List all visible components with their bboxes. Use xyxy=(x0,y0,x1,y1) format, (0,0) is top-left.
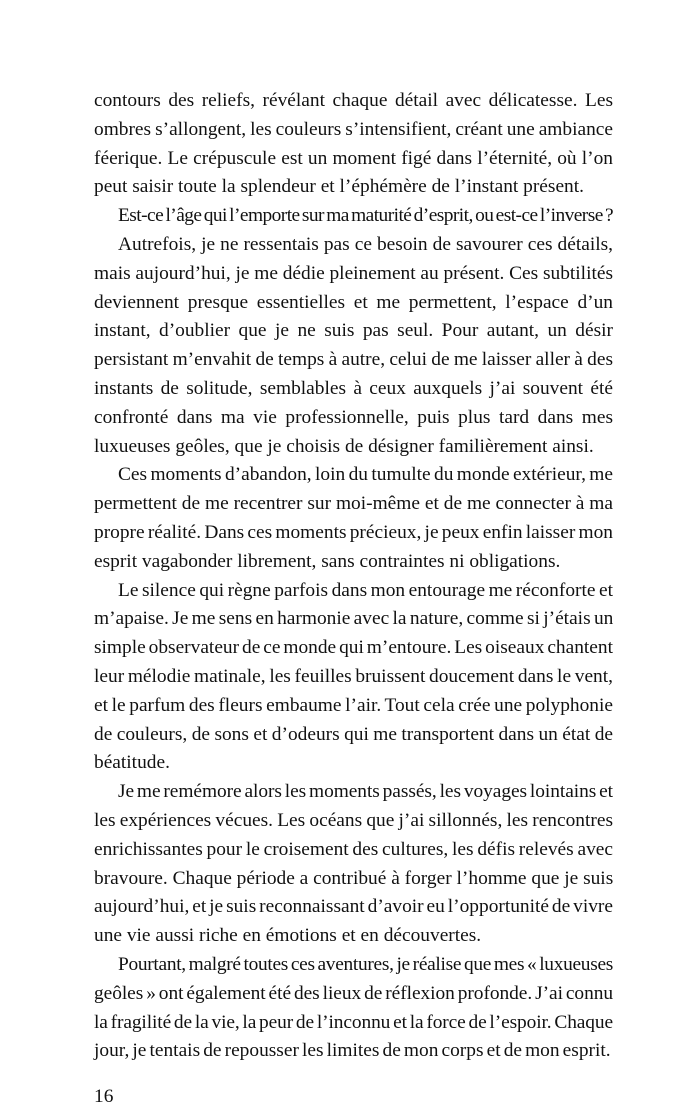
text-line: bravoure. Chaque période a contribué à forger l’homme que je suis xyxy=(94,867,614,889)
text-line: permettent de me recentrer sur moi-même et de me connecter à ma xyxy=(94,493,613,515)
paragraph xyxy=(94,778,613,951)
text-line: Je me remémore alors les moments passés, les voyages lointains et xyxy=(118,781,613,803)
paragraph xyxy=(94,461,613,576)
text-line: aujourd’hui, et je suis reconnaissant d’avoir eu l’opportunité de vivre xyxy=(94,896,613,918)
text-line: une vie aussi riche en émotions et en découvertes. xyxy=(94,925,482,947)
text-line: propre réalité. Dans ces moments précieux, je peux enfin laisser mon xyxy=(94,521,613,543)
text-line: Le silence qui règne parfois dans mon entourage me réconforte et xyxy=(118,579,613,601)
text-line: instant, d’oublier que je ne suis pas seul. Pour autant, un désir xyxy=(94,320,613,342)
text-line: deviennent presque essentielles et me permettent, l’espace d’un xyxy=(94,291,613,313)
text-line: peut saisir toute la splendeur et l’éphémère de l’instant présent. xyxy=(94,176,584,198)
text-line: mais aujourd’hui, je me dédie pleinement au présent. Ces subtilités xyxy=(94,262,613,284)
paragraphs xyxy=(94,87,613,1066)
text-line: persistant m’envahit de temps à autre, celui de me laisser aller à des xyxy=(94,349,613,371)
text-line: la fragilité de la vie, la peur de l’inconnu et la force de l’espoir. Chaque xyxy=(94,1011,613,1033)
text-line: Est-ce l’âge qui l’emporte sur ma maturité d’esprit, ou est-ce l’inverse ? xyxy=(118,205,614,227)
text-line: de couleurs, de sons et d’odeurs qui me transportent dans un état de xyxy=(94,723,613,745)
text-line: enrichissantes pour le croisement des cultures, les défis relevés avec xyxy=(94,838,613,860)
text-line: simple observateur de ce monde qui m’entoure. Les oiseaux chantent xyxy=(94,637,613,659)
text-line: féerique. Le crépuscule est un moment figé dans l’éternité, où l’on xyxy=(94,147,613,169)
text-line: et le parfum des fleurs embaume l’air. Tout cela crée une polyphonie xyxy=(94,694,613,716)
text-line: Autrefois, je ne ressentais pas ce besoin de savourer ces détails, xyxy=(118,233,613,255)
text-line: luxueuses geôles, que je choisis de désigner familièrement ainsi. xyxy=(94,435,594,457)
paragraph xyxy=(94,231,613,461)
text-line: geôles » ont également été des lieux de réflexion profonde. J’ai connu xyxy=(94,982,613,1004)
paragraph xyxy=(94,577,613,779)
text-line: les expériences vécues. Les océans que j’ai sillonnés, les rencontres xyxy=(94,809,613,831)
text-line: contours des reliefs, révélant chaque détail avec délicatesse. Les xyxy=(94,90,613,111)
text-line: instants de solitude, semblables à ceux auxquels j’ai souvent été xyxy=(94,377,613,399)
text-line: Ces moments d’abandon, loin du tumulte du monde extérieur, me xyxy=(118,464,613,486)
text-line: jour, je tentais de repousser les limites de mon corps et de mon esprit. xyxy=(94,1040,611,1062)
text-line: béatitude. xyxy=(94,752,170,774)
page-number: 16 xyxy=(94,1086,114,1108)
text-line: esprit vagabonder librement, sans contraintes ni obligations. xyxy=(94,550,561,572)
paragraph xyxy=(94,951,613,1066)
text-line: m’apaise. Je me sens en harmonie avec la nature, comme si j’étais un xyxy=(94,608,614,630)
text-line: Pourtant, malgré toutes ces aventures, je réalise que mes « luxueuses xyxy=(118,953,613,975)
body-text xyxy=(94,87,613,1109)
text-line: leur mélodie matinale, les feuilles bruissent doucement dans le vent, xyxy=(94,665,613,687)
paragraph xyxy=(94,87,613,202)
text-line: ombres s’allongent, les couleurs s’intensifient, créant une ambiance xyxy=(94,118,613,140)
paragraph xyxy=(94,202,613,231)
text-line: confronté dans ma vie professionnelle, puis plus tard dans mes xyxy=(94,406,613,428)
